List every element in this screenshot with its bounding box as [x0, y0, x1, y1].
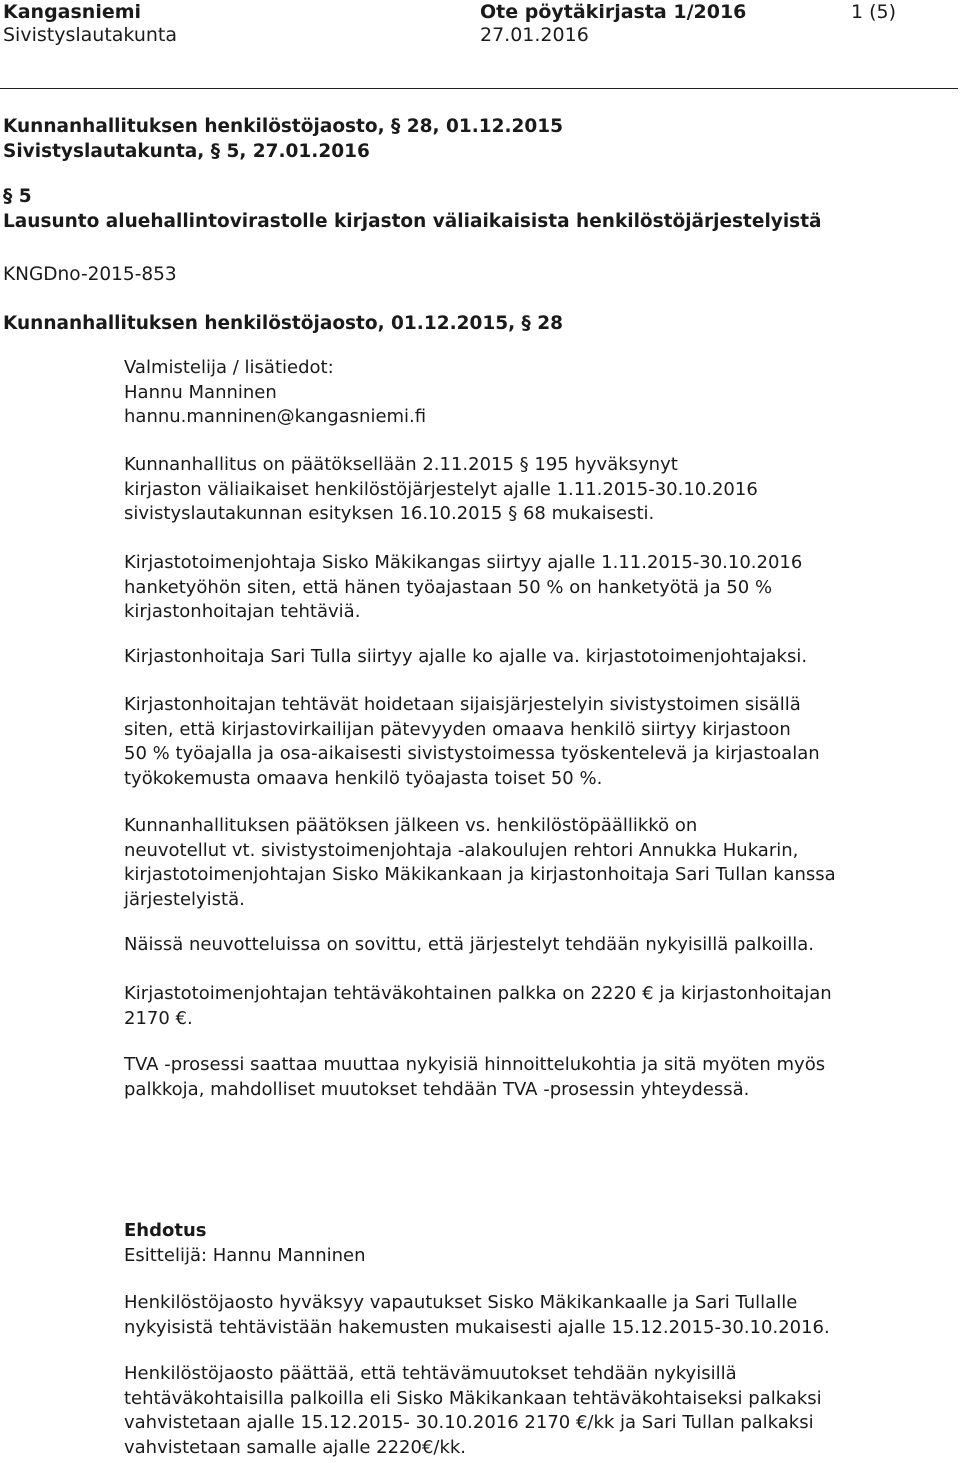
preparer-block [124, 356, 426, 430]
paragraph-line: nykyisistä tehtävistään hakemusten mukaisesti ajalle 15.12.2015-30.10.2016. [124, 1316, 830, 1338]
page-number: 1 (5) [851, 1, 897, 23]
paragraph-line: tehtäväkohtaisilla palkoilla eli Sisko Mäkikankaan tehtäväkohtaiseksi palkaksi [124, 1387, 822, 1409]
paragraph-line: työkokemusta omaava henkilö työajasta toiset 50 %. [124, 767, 603, 789]
paragraph-5 [124, 814, 836, 912]
paragraph-line: kirjastonhoitajan tehtäviä. [124, 601, 361, 622]
proposal-heading: Ehdotus [124, 1220, 207, 1241]
previous-meeting: Kunnanhallituksen henkilöstöjaosto, 01.12.2015, § 28 [3, 313, 563, 334]
paragraph-line: vahvistetaan samalle ajalle 2220€/kk. [124, 1436, 467, 1458]
paragraph-line: sivistyslautakunnan esityksen 16.10.2015 § 68 mukaisesti. [124, 503, 655, 524]
paragraph-line: hanketyöhön siten, että hänen työajastaan 50 % on hanketyötä ja 50 % [124, 576, 773, 598]
header-divider [0, 88, 958, 89]
paragraph-3 [124, 645, 807, 670]
preparer-label: Valmistelija / lisätiedot: [124, 357, 334, 378]
item-number: § 5 [3, 186, 32, 207]
proposal-paragraph-1 [124, 1291, 830, 1340]
paragraph-line: kirjastotoimenjohtajan Sisko Mäkikankaan ja kirjastonhoitaja Sari Tullan kanssa [124, 864, 836, 885]
paragraph-4 [124, 693, 820, 791]
preparer-name: Hannu Manninen [124, 381, 277, 403]
paragraph-line: siten, että kirjastovirkailijan pätevyyden omaava henkilö siirtyy kirjastoon [124, 718, 791, 740]
paragraph-line: Kirjastonhoitajan tehtävät hoidetaan sijaisjärjestelyin sivistystoimen sisällä [124, 694, 801, 715]
paragraph-1 [124, 453, 758, 527]
paragraph-line: 50 % työajalla ja osa-aikaisesti sivistystoimessa työskentelevä ja kirjastoalan [124, 743, 820, 764]
municipality-name: Kangasniemi [3, 1, 142, 23]
paragraph-line: Henkilöstöjaosto hyväksyy vapautukset Sisko Mäkikankaalle ja Sari Tullalle [124, 1292, 798, 1313]
preparer-email: hannu.manninen@kangasniemi.fi [124, 406, 427, 427]
paragraph-line: neuvotellut vt. sivistystoimenjohtaja -alakoulujen rehtori Annukka Hukarin, [124, 839, 799, 861]
paragraph-line: palkkoja, mahdolliset muutokset tehdään TVA -prosessin yhteydessä. [124, 1078, 750, 1100]
meeting-ref-2: Sivistyslautakunta, § 5, 27.01.2016 [3, 141, 370, 162]
paragraph-line: Kunnanhallitus on päätöksellään 2.11.2015 § 195 hyväksynyt [124, 454, 678, 475]
document-title: Ote pöytäkirjasta 1/2016 [480, 1, 747, 23]
paragraph-line: vahvistetaan ajalle 15.12.2015- 30.10.2016 2170 €/kk ja Sari Tullan palkaksi [124, 1412, 814, 1433]
meeting-ref-1: Kunnanhallituksen henkilöstöjaosto, § 28, 01.12.2015 [3, 116, 563, 137]
paragraph-line: kirjaston väliaikaiset henkilöstöjärjestelyt ajalle 1.11.2015-30.10.2016 [124, 478, 758, 500]
case-reference: KNGDno-2015-853 [3, 264, 177, 285]
paragraph-line: Kirjastonhoitaja Sari Tulla siirtyy ajalle ko ajalle va. kirjastotoimenjohtajaksi. [124, 646, 808, 667]
proposal-paragraph-2 [124, 1362, 822, 1460]
paragraph-6 [124, 933, 814, 958]
proposal-presenter: Esittelijä: Hannu Manninen [124, 1244, 366, 1266]
meeting-date: 27.01.2016 [480, 24, 589, 46]
proposal-block [124, 1219, 366, 1268]
paragraph-line: Kunnanhallituksen päätöksen jälkeen vs. henkilöstöpäällikkö on [124, 815, 698, 836]
paragraph-line: Näissä neuvotteluissa on sovittu, että järjestelyt tehdään nykyisillä palkoilla. [124, 934, 815, 955]
committee-name: Sivistyslautakunta [3, 24, 178, 46]
paragraph-8 [124, 1053, 825, 1102]
item-title: Lausunto aluehallintovirastolle kirjaston väliaikaisista henkilöstöjärjestelyistä [3, 211, 822, 232]
paragraph-2 [124, 551, 802, 625]
paragraph-line: Kirjastotoimenjohtajan tehtäväkohtainen palkka on 2220 € ja kirjastonhoitajan [124, 983, 832, 1004]
paragraph-line: Kirjastotoimenjohtaja Sisko Mäkikangas siirtyy ajalle 1.11.2015-30.10.2016 [124, 552, 803, 573]
paragraph-7 [124, 982, 832, 1031]
paragraph-line: Henkilöstöjaosto päättää, että tehtävämuutokset tehdään nykyisillä [124, 1363, 737, 1384]
paragraph-line: 2170 €. [124, 1007, 193, 1029]
paragraph-line: TVA -prosessi saattaa muuttaa nykyisiä hinnoittelukohtia ja sitä myöten myös [124, 1054, 826, 1075]
paragraph-line: järjestelyistä. [124, 888, 245, 910]
